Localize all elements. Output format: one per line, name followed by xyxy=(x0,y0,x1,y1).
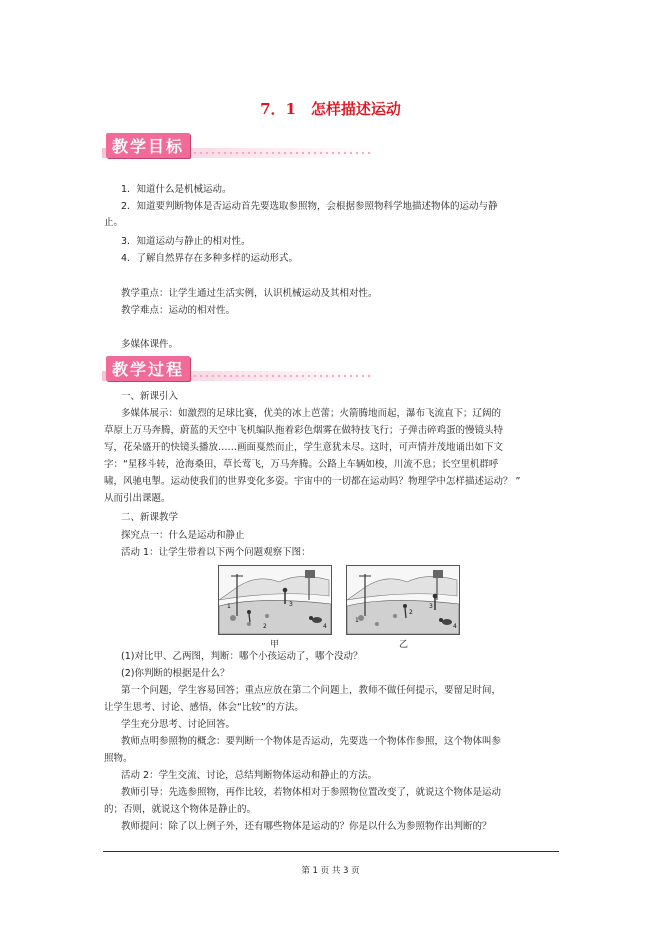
difficult-point: 教学难点：运动的相对性。 xyxy=(121,305,236,316)
activity-line: 活动 1：让学生带着以下两个问题观察下图： xyxy=(121,547,311,558)
process-heading: 教学过程 xyxy=(106,356,190,381)
page-title: 7．1 怎样描述运动 xyxy=(260,100,401,118)
paragraph-line: 照物。 xyxy=(104,753,133,764)
svg-text:3: 3 xyxy=(429,603,433,610)
objective-item: 1．知道什么是机械运动。 xyxy=(121,184,232,195)
objective-item: 止。 xyxy=(104,217,124,228)
materials: 多媒体课件。 xyxy=(121,339,179,350)
svg-text:1: 1 xyxy=(227,603,231,610)
key-point: 教学重点：让学生通过生活实例，认识机械运动及其相对性。 xyxy=(121,288,378,299)
paragraph-line: (2)你判断的根据是什么？ xyxy=(121,668,230,679)
svg-text:1: 1 xyxy=(355,617,359,624)
paragraph-line: 教师提问：除了以上例子外，还有哪些物体是运动的？你是以什么为参照物作出判断的？ xyxy=(121,821,492,832)
section-heading: 一、新课引入 xyxy=(121,391,179,402)
figure-jia-illustration xyxy=(218,565,332,635)
explore-heading: 探究点一：什么是运动和静止 xyxy=(121,530,245,541)
svg-text:4: 4 xyxy=(453,623,457,630)
paragraph-line: 第一个问题，学生容易回答；重点应放在第二个问题上，教师不做任何提示，要留足时间， xyxy=(121,685,502,696)
paragraph-line: 让学生思考、讨论、感悟，体会“比较”的方法。 xyxy=(104,702,304,713)
svg-text:2: 2 xyxy=(409,609,413,616)
objective-item: 4．了解自然界存在多种多样的运动形式。 xyxy=(121,253,299,264)
paragraph-line: 的；否则，就说这个物体是静止的。 xyxy=(104,804,257,815)
svg-text:4: 4 xyxy=(323,623,327,630)
objective-item: 3．知道运动与静止的相对性。 xyxy=(121,236,251,247)
objectives-banner xyxy=(102,136,374,160)
paragraph-line: 写，花朵盛开的快镜头播放……画面戛然而止，学生意犹未尽。这时，可声情并茂地诵出如下文 xyxy=(104,442,504,453)
section-heading: 二、新课教学 xyxy=(121,512,179,523)
banner-dots xyxy=(192,151,374,155)
paragraph-line: 多媒体展示：如激烈的足球比赛，优美的冰上芭蕾；火箭腾地而起，瀑布飞流直下；辽阔的 xyxy=(121,408,502,419)
svg-text:2: 2 xyxy=(263,623,267,630)
objective-item: 2．知道要判断物体是否运动首先要选取参照物，会根据参照物科学地描述物体的运动与静 xyxy=(121,201,498,212)
process-banner xyxy=(102,359,374,383)
page-number: 第 1 页 共 3 页 xyxy=(301,866,360,876)
svg-text:3: 3 xyxy=(289,601,293,608)
objectives-heading: 教学目标 xyxy=(106,133,190,158)
paragraph-line: 从而引出课题。 xyxy=(104,493,171,504)
paragraph-line: 字：“星移斗转，沧海桑田，草长莺飞，万马奔腾。公路上车辆如梭，川流不息；长空里机群呼 xyxy=(104,459,499,470)
figure-caption-jia: 甲 xyxy=(270,640,280,650)
figure-yi-illustration xyxy=(346,565,460,635)
paragraph-line: 草原上万马奔腾，蔚蓝的天空中飞机编队拖着彩色烟雾在做特技飞行；子弹击碎鸡蛋的慢镜头特 xyxy=(104,425,504,436)
figure-caption-yi: 乙 xyxy=(399,640,409,650)
footer-divider xyxy=(103,851,559,852)
paragraph-line: 活动 2：学生交流、讨论，总结判断物体运动和静止的方法。 xyxy=(121,770,378,781)
paragraph-line: 学生充分思考、讨论回答。 xyxy=(121,719,236,730)
paragraph-line: (1)对比甲、乙两图，判断：哪个小孩运动了，哪个没动？ xyxy=(121,651,363,662)
paragraph-line: 啸，风驰电掣。运动使我们的世界变化多姿。宇宙中的一切都在运动吗？物理学中怎样描述运动？ ” xyxy=(104,476,521,487)
paragraph-line: 教师引导：先选参照物，再作比较，若物体相对于参照物位置改变了，就说这个物体是运动 xyxy=(121,787,502,798)
banner-dots xyxy=(192,374,374,378)
paragraph-line: 教师点明参照物的概念：要判断一个物体是否运动，先要选一个物体作参照，这个物体叫参 xyxy=(121,736,502,747)
